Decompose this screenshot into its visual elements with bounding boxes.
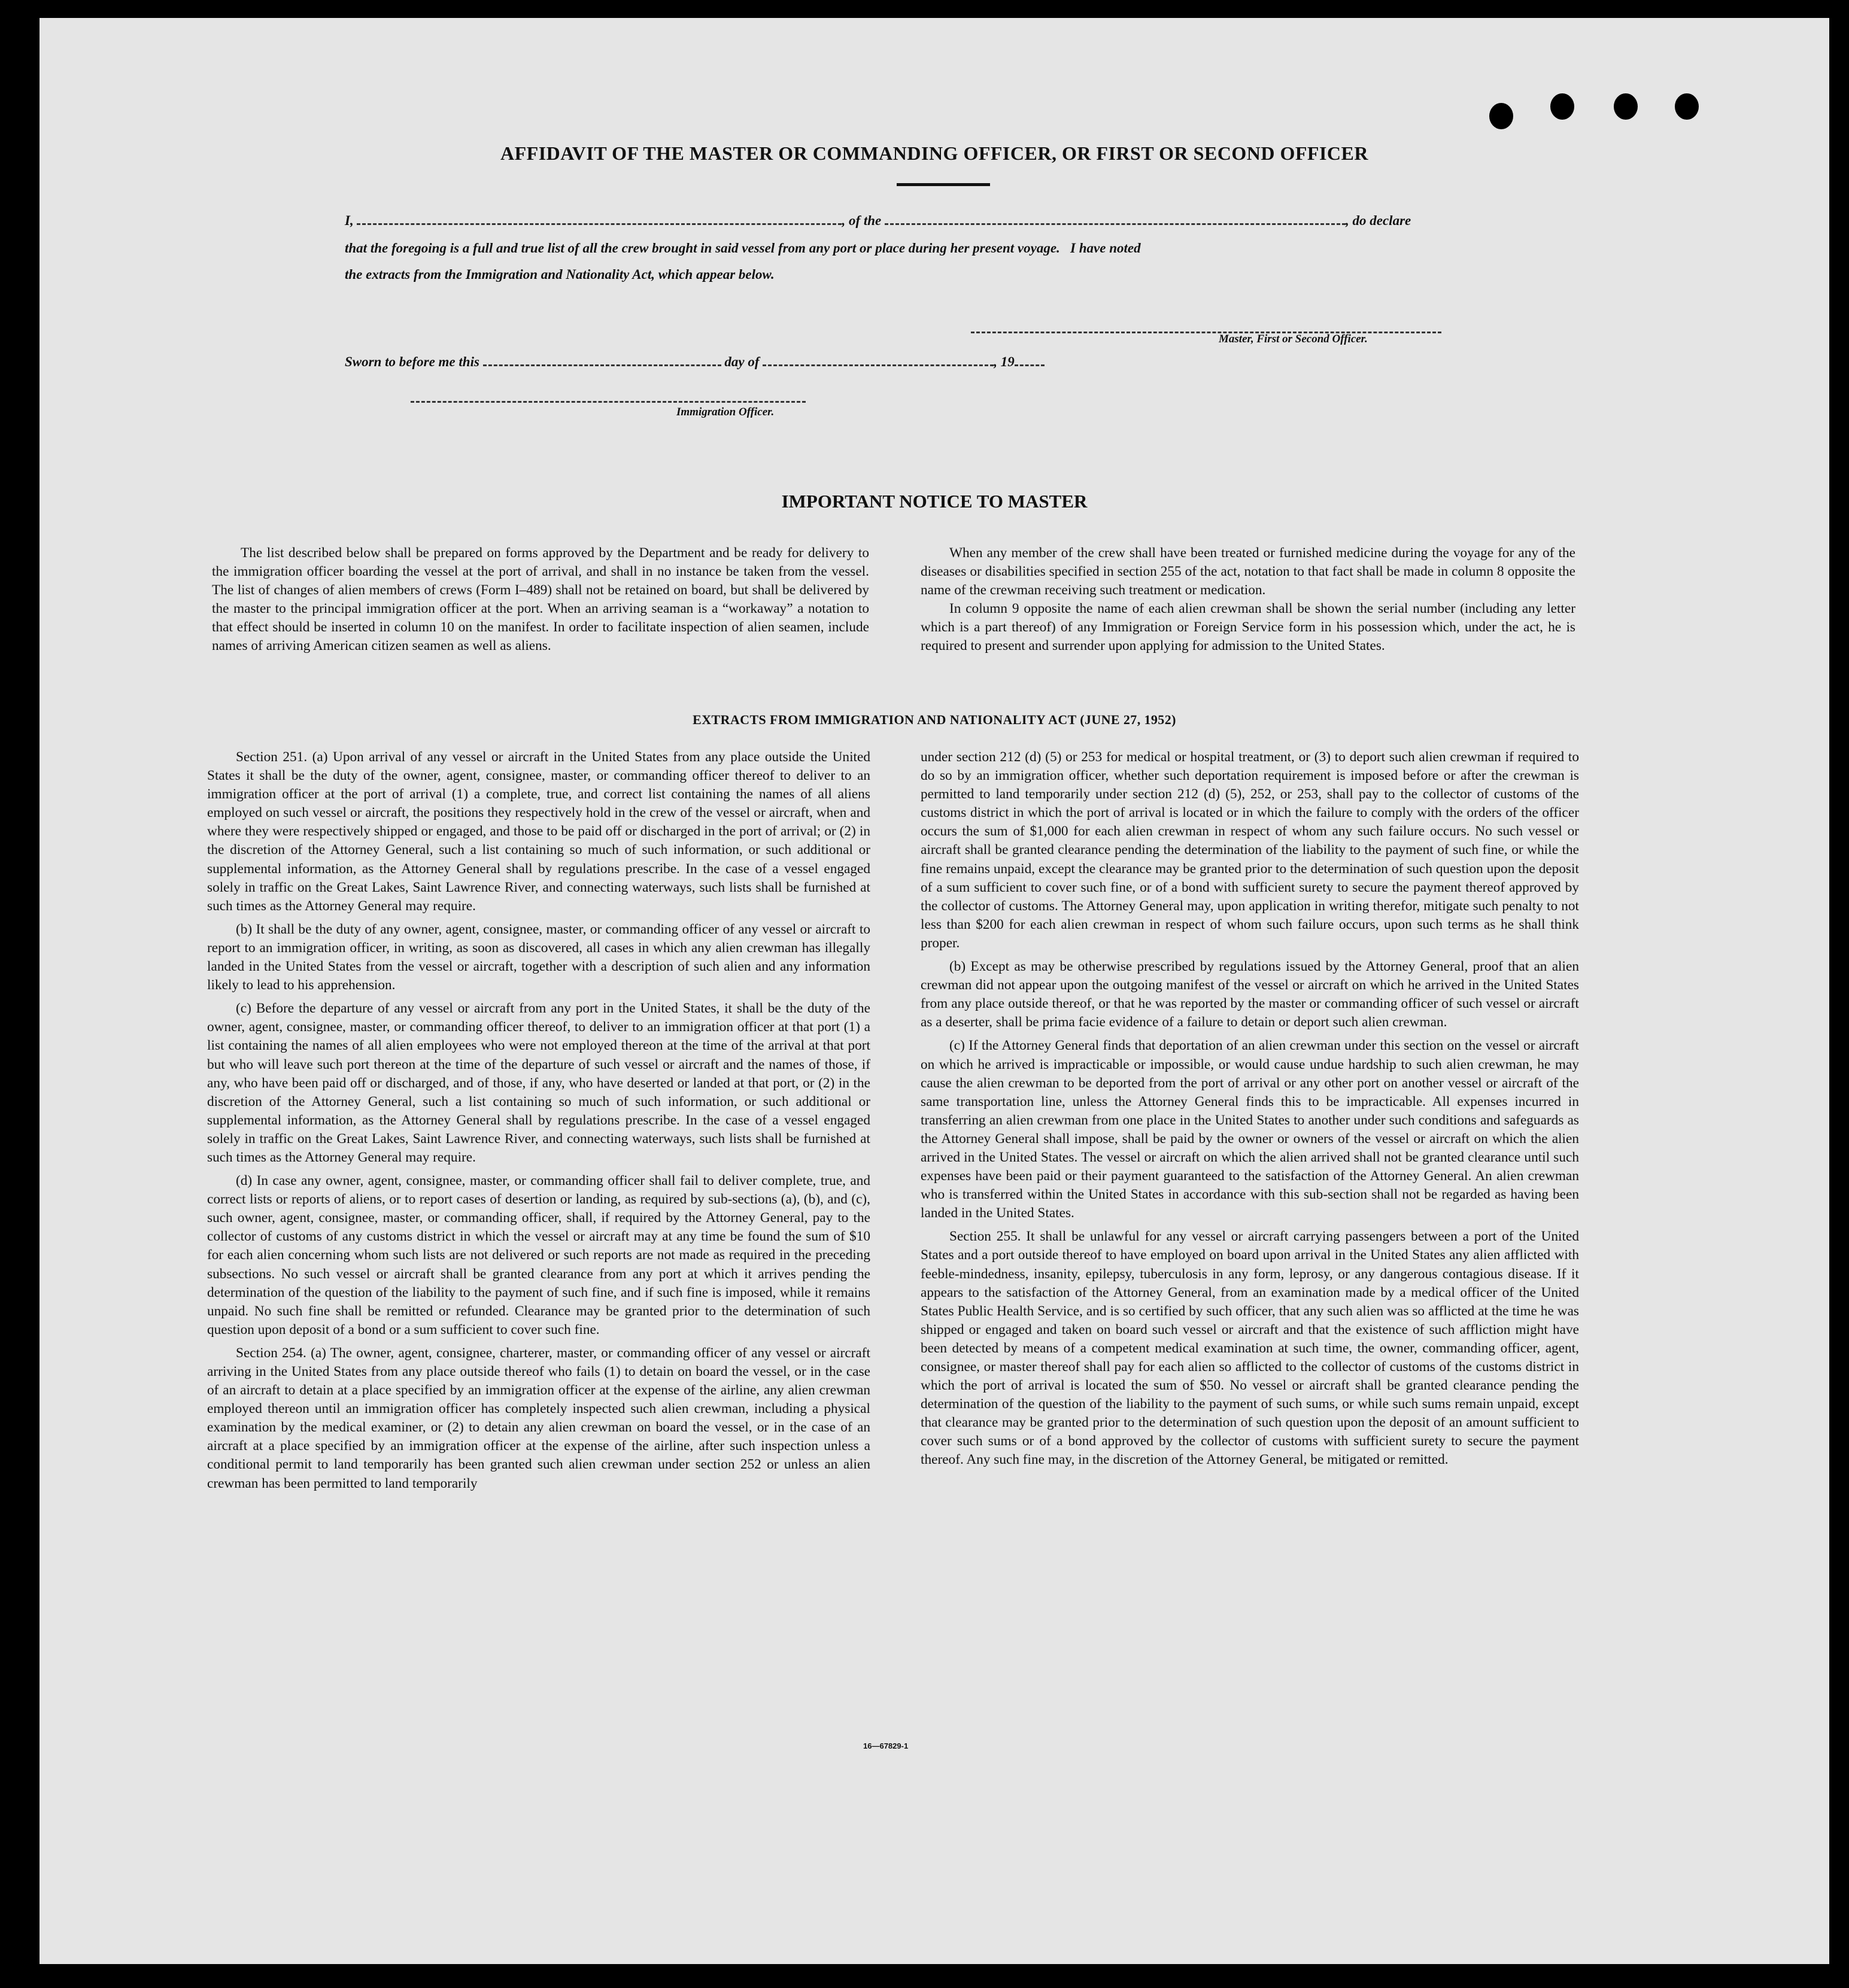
day-of-label: day of [724, 354, 760, 369]
notice-paragraph: When any member of the crew shall have been treated or furnished medicine during the voyage for any of the diseases or disabilities specified in section 255 of the act, notation to that fact shall be made in column 8 opposite the name of the crewman receiving such treatment or medication. [921, 545, 1575, 598]
master-signature-blank[interactable] [971, 332, 1441, 333]
extracts-left-column [207, 748, 870, 1493]
form-number: 16—67829-1 [863, 1741, 909, 1750]
section-254b: (b) Except as may be otherwise prescribed by regulations issued by the Attorney General, proof that an alien crewman did not appear upon the outgoing manifest of the vessel or aircraft on which he arrived in the United States from any place outside thereof, or that he was reported by the master or commanding officer of such vessel or aircraft as a deserter, shall be prima facie evidence of a failure to detain or deport such alien crewman. [921, 959, 1579, 1031]
extracts-right-column [921, 748, 1579, 1470]
year-label: , 19 [994, 354, 1015, 369]
notice-paragraph: The list described below shall be prepared on forms approved by the Department and be ready for delivery to the immigration officer boarding the vessel at the port of arrival, and shall in no instance be taken from the vessel. The list of changes of alien members of crews (Form I–489) shall not be retained on board, but shall be delivered by the master to the principal immigration officer at the port. When an arriving seaman is a “workaway” a notation to that effect should be inserted in column 10 on the manifest. In order to facilitate inspection of alien seamen, include names of arriving American citizen seamen as well as aliens. [212, 545, 869, 654]
i-label: I, [345, 213, 354, 228]
notice-right-column [921, 544, 1575, 656]
immigration-officer-signature-blank[interactable] [411, 401, 806, 403]
sworn-month-blank[interactable] [763, 364, 994, 366]
do-declare-label: , do declare [1346, 213, 1411, 228]
section-251a: Section 251. (a) Upon arrival of any vessel or aircraft in the United States from any place outside the United States it shall be the duty of the owner, agent, consignee, master, or commanding officer thereof to deliver to an immigration officer at the port of arrival (1) a complete, true, and correct list containing the names of all aliens employed on such vessel or aircraft, the positions they respectively hold in the crew of the vessel or aircraft, when and where they were respectively shipped or engaged, and those to be paid off or discharged in the port of arrival; or (2) in the discretion of the Attorney General, such a list containing so much of such information, or such additional or supplemental information, as the Attorney General shall by regulations prescribe. In the case of a vessel engaged solely in traffic on the Great Lakes, Saint Lawrence River, and connecting waterways, such lists shall be furnished at such times as the Attorney General may require. [207, 749, 870, 914]
extracts-title: EXTRACTS FROM IMMIGRATION AND NATIONALITY ACT (JUNE 27, 1952) [693, 712, 1176, 727]
declaration-line-2: the extracts from the Immigration and Nationality Act, which appear below. [345, 267, 775, 282]
section-254a: Section 254. (a) The owner, agent, consignee, charterer, master, or commanding officer of any vessel or aircraft arriving in the United States from any place outside thereof who fails (1) to detain on board the vessel, or in the case of an aircraft to detain at a place specified by an immigration officer at the expense of the airline, any alien crewman employed thereon until an immigration officer has completely inspected such alien crewman, including a physical examination by the medical examiner, or (2) to detain any alien crewman on board the vessel, or in the case of an aircraft at a place specified by an immigration officer at the expense of the airline, after such inspection unless a conditional permit to land temporarily has been granted such alien crewman under section 252 or unless an alien crewman has been permitted to land temporarily [207, 1345, 870, 1491]
section-251c: (c) Before the departure of any vessel or aircraft from any port in the United States, it shall be the duty of the owner, agent, consignee, master, or commanding officer thereof, to deliver to an immigration officer at that port (1) a list containing the names of all alien employees who were not employed thereon at the time of the arrival at that port but who will leave such port thereon at the time of the departure of such vessel or aircraft and the names of those, if any, who have been paid off or discharged, and of those, if any, who have deserted or landed at that port, or (2) in the discretion of the Attorney General, such a list containing so much of such information, or such additional or supplemental information, as the Attorney General shall by regulations prescribe. In the case of a vessel engaged solely in traffic on the Great Lakes, Saint Lawrence River, and connecting waterways, such lists shall be furnished at such times as the Attorney General may require. [207, 1001, 870, 1165]
section-255: Section 255. It shall be unlawful for any vessel or aircraft carrying passengers between a port of the United States and a port outside thereof to have employed on board upon arrival in the United States any alien afflicted with feeble-mindedness, insanity, epilepsy, tuberculosis in any form, leprosy, or any dangerous contagious disease. If it appears to the satisfaction of the Attorney General, from an examination made by a medical officer of the United States Public Health Service, and is so certified by such officer, that any such alien was so afflicted at the time he was shipped or engaged and taken on board such vessel or aircraft and that the existence of such affliction might have been detected by means of a competent medical examination at such time, the owner, commanding officer, agent, consignee, or master thereof shall pay for each alien so afflicted to the collector of customs of the customs district in which the port of arrival is located the sum of $50. No vessel or aircraft shall be granted clearance pending the determination of the question of the liability to the payment of such sums, or while such sums remain unpaid, except that clearance may be granted prior to the determination of such question upon the deposit of an amount sufficient to cover such sums or of a bond approved by the collector of customs with sufficient surety to secure the payment thereof. Any such fine may, in the discretion of the Attorney General, be mitigated or remitted. [921, 1229, 1579, 1468]
punch-hole [1550, 93, 1574, 120]
title-underline [897, 183, 990, 186]
section-254c: (c) If the Attorney General finds that deportation of an alien crewman under this section on the vessel or aircraft on which he arrived is impracticable or impossible, or would cause undue hardship to such alien crewman, he may cause the alien crewman to be deported from the port of arrival or any other port on another vessel or aircraft of the same transportation line, unless the Attorney General finds this to be impracticable. All expenses incurred in transferring an alien crewman from one place in the United States to another under such conditions and safeguards as the Attorney General shall impose, shall be paid by the owner or owners of the vessel or aircraft on which the alien arrived in the United States. The vessel or aircraft on which the alien arrived shall not be granted clearance until such expenses have been paid or their payment guaranteed to the satisfaction of the Attorney General. An alien crewman who is transferred within the United States in accordance with this sub-section shall not be regarded as having been landed in the United States. [921, 1038, 1579, 1221]
notice-paragraph: In column 9 opposite the name of each alien crewman shall be shown the serial number (including any letter which is a part thereof) of any Immigration or Foreign Service form in his possession which, under the act, he is required to present and surrender upon applying for admission to the United States. [921, 601, 1575, 654]
immigration-officer-caption: Immigration Officer. [676, 406, 775, 418]
punch-hole [1614, 93, 1638, 120]
declaration-line-1: that the foregoing is a full and true list of all the crew brought in said vessel from any port or place during her present voyage. I have noted [345, 241, 1141, 256]
vessel-blank[interactable] [885, 223, 1346, 225]
affidavit-title: AFFIDAVIT OF THE MASTER OR COMMANDING OFFICER, OR FIRST OR SECOND OFFICER [500, 142, 1368, 164]
name-blank[interactable] [357, 223, 842, 225]
punch-hole [1675, 93, 1699, 120]
document-page [40, 18, 1829, 1964]
master-signature-caption: Master, First or Second Officer. [1219, 333, 1368, 345]
notice-left-column [212, 544, 869, 656]
of-the-label: , of the [842, 213, 882, 228]
section-254a-continued: under section 212 (d) (5) or 253 for medical or hospital treatment, or (3) to deport such alien crewman if required to do so by an immigration officer, whether such deportation requirement is imposed before or after the crewman is permitted to land temporarily under section 212 (d) (5), 252, or 253, shall pay to the collector of customs of the customs district in which the port of arrival is located or in which the failure to comply with the orders of the officer occurs the sum of $1,000 for each alien crewman in respect of whom any such failure occurs. No such vessel or aircraft shall be granted clearance pending the determination of the liability to the payment of such fine, or while the fine remains unpaid, except the clearance may be granted prior to the determination of such question upon the deposit of a sum sufficient to cover such fine, or of a bond with sufficient surety to secure the payment thereof approved by the collector of customs. The Attorney General may, upon application in writing therefor, mitigate such penalty to not less than $200 for each alien crewman in respect of whom such failure occurs, upon such terms as he shall think proper. [921, 749, 1579, 951]
section-251b: (b) It shall be the duty of any owner, agent, consignee, master, or commanding officer of any vessel or aircraft to report to an immigration officer, in writing, as soon as discovered, all cases in which any alien crewman has illegally landed in the United States from the vessel or aircraft, together with a description of such alien and any information likely to lead to his apprehension. [207, 921, 870, 993]
sworn-year-blank[interactable] [1015, 364, 1045, 366]
sworn-line [345, 354, 1045, 370]
punch-hole [1489, 103, 1513, 129]
section-251d: (d) In case any owner, agent, consignee, master, or commanding officer shall fail to deliver complete, true, and correct lists or reports of aliens, or to report cases of desertion or landing, as required by sub-sections (a), (b), and (c), such owner, agent, consignee, master, or commanding officer, shall, if required by the Attorney General, pay to the collector of customs of any customs district in which the vessel or aircraft may at any time be found the sum of $10 for each alien concerning whom such lists are not delivered or such reports are not made as required in the preceding subsections. No such vessel or aircraft shall be granted clearance from any port at which it arrives pending the determination of the question of the liability to the payment of such fine, and if such fine is imposed, while it remains unpaid. No such fine shall be remitted or refunded. Clearance may be granted prior to the determination of such question upon deposit of a bond or a sum sufficient to cover such fine. [207, 1173, 870, 1338]
sworn-day-blank[interactable] [483, 364, 721, 366]
sworn-label: Sworn to before me this [345, 354, 479, 369]
notice-title: IMPORTANT NOTICE TO MASTER [781, 491, 1088, 512]
affidavit-name-line [345, 213, 1411, 229]
